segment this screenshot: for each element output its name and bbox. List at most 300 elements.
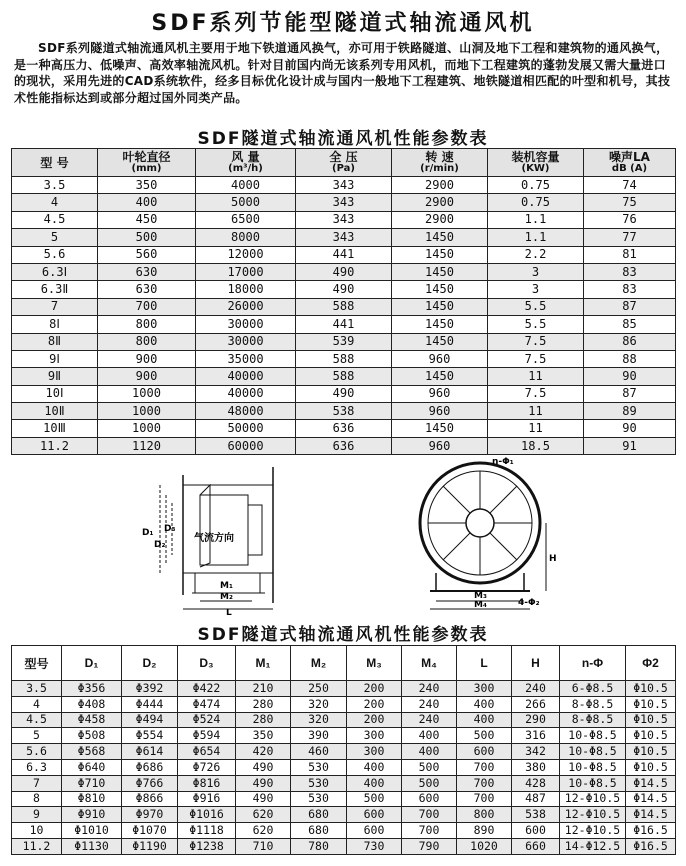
dim-table-cell: 210 [236, 681, 291, 697]
dim-table-cell: 620 [236, 823, 291, 839]
perf-table-cell: 18000 [196, 281, 296, 298]
dim-table-cell: 10 [12, 823, 62, 839]
perf-table-cell: 0.75 [488, 177, 584, 194]
dim-table-cell: 200 [347, 712, 402, 728]
fan-front-view-drawing [400, 455, 560, 615]
perf-table-row [12, 246, 676, 263]
perf-table-cell: 960 [392, 385, 488, 402]
perf-table-cell: 3 [488, 263, 584, 280]
dim-table-cell: 890 [457, 823, 512, 839]
perf-table-cell: 8Ⅰ [12, 316, 98, 333]
dim-table-cell: 490 [236, 775, 291, 791]
dimension-table [11, 645, 676, 855]
dim-table-cell: 400 [457, 712, 512, 728]
perf-table-cell: 6.3Ⅰ [12, 263, 98, 280]
dim-table-cell: Φ10.5 [626, 696, 676, 712]
dim-table-cell: 400 [457, 696, 512, 712]
perf-table-cell: 343 [296, 177, 392, 194]
dim-table-cell: 600 [347, 807, 402, 823]
dim-table-cell: Φ810 [62, 791, 122, 807]
perf-header-cell [98, 149, 196, 177]
dim-table-cell: 420 [236, 744, 291, 760]
perf-table-cell: 11 [488, 368, 584, 385]
perf-table-cell: 12000 [196, 246, 296, 263]
dim-table-cell: Φ910 [62, 807, 122, 823]
perf-header-cell [392, 149, 488, 177]
perf-table-cell: 400 [98, 194, 196, 211]
perf-table-cell: 636 [296, 437, 392, 454]
dim-table-cell: 530 [291, 775, 347, 791]
perf-table-cell: 6500 [196, 211, 296, 228]
perf-table-cell: 5.5 [488, 316, 584, 333]
perf-table-cell: 700 [98, 298, 196, 315]
dim-table-cell: 6-Φ8.5 [560, 681, 626, 697]
perf-table-cell: 539 [296, 333, 392, 350]
perf-table-cell: 90 [584, 420, 676, 437]
dim-table-cell: 320 [291, 712, 347, 728]
perf-table-cell: 2900 [392, 211, 488, 228]
dim-table-cell: 400 [402, 728, 457, 744]
dim-table-cell: Φ10.5 [626, 712, 676, 728]
perf-header-cell [584, 149, 676, 177]
dim-table-cell: 7 [12, 775, 62, 791]
dim-table-cell: Φ14.5 [626, 775, 676, 791]
dim-table-cell: 300 [347, 728, 402, 744]
perf-table-cell: 4000 [196, 177, 296, 194]
dim-table-cell: Φ10.5 [626, 728, 676, 744]
perf-table-row [12, 316, 676, 333]
page-title: SDF系列节能型隧道式轴流通风机 [151, 11, 535, 36]
perf-table-cell: 9Ⅱ [12, 368, 98, 385]
dim-table-cell: Φ474 [178, 696, 236, 712]
front-label-m3: M₃ [474, 591, 487, 601]
fan-side-view-drawing [140, 455, 320, 615]
dim-table-cell: Φ1010 [62, 823, 122, 839]
dim-table-row [12, 791, 676, 807]
dim-header-cell: D₃ [178, 646, 236, 681]
dim-table-cell: 500 [402, 759, 457, 775]
side-label-d2: D₂ [154, 540, 166, 550]
dim-table-cell: Φ568 [62, 744, 122, 760]
perf-table-cell: 40000 [196, 368, 296, 385]
perf-table-cell: 40000 [196, 385, 296, 402]
perf-table-cell: 85 [584, 316, 676, 333]
perf-table-cell: 89 [584, 403, 676, 420]
dim-table-cell: Φ444 [122, 696, 178, 712]
perf-table-cell: 5 [12, 229, 98, 246]
dim-table-cell: 710 [236, 838, 291, 854]
dim-table-cell: 780 [291, 838, 347, 854]
perf-table-cell: 6.3Ⅱ [12, 281, 98, 298]
perf-table-cell: 441 [296, 246, 392, 263]
dim-table-cell: 620 [236, 807, 291, 823]
front-label-n-phi1: n-Φ₁ [492, 457, 514, 467]
perf-table-cell: 7.5 [488, 385, 584, 402]
dim-table-cell: 487 [512, 791, 560, 807]
dim-table-cell: Φ508 [62, 728, 122, 744]
dim-table-cell: 300 [347, 744, 402, 760]
perf-header-text: (mm) [131, 162, 162, 174]
dim-table-cell: 380 [512, 759, 560, 775]
perf-table-cell: 1.1 [488, 211, 584, 228]
dim-table-cell: 800 [457, 807, 512, 823]
perf-header-text: (r/min) [420, 162, 459, 174]
perf-table-cell: 343 [296, 194, 392, 211]
perf-table-cell: 636 [296, 420, 392, 437]
perf-table-cell: 490 [296, 281, 392, 298]
perf-table-cell: 75 [584, 194, 676, 211]
dim-table-cell: 790 [402, 838, 457, 854]
dim-table-cell: 10-Φ8.5 [560, 759, 626, 775]
dim-table-cell: Φ594 [178, 728, 236, 744]
dim-table-cell: 200 [347, 696, 402, 712]
perf-table-cell: 1000 [98, 403, 196, 420]
dim-table-cell: Φ1118 [178, 823, 236, 839]
dim-table-cell: 12-Φ10.5 [560, 823, 626, 839]
dim-table-cell: 400 [347, 775, 402, 791]
dim-table-cell: 5 [12, 728, 62, 744]
dim-table-cell: Φ524 [178, 712, 236, 728]
dim-table-cell: Φ866 [122, 791, 178, 807]
perf-table-cell: 90 [584, 368, 676, 385]
dim-table-cell: 280 [236, 712, 291, 728]
dim-header-cell: M₄ [402, 646, 457, 681]
dim-table-row [12, 712, 676, 728]
dim-table-row [12, 823, 676, 839]
dim-table-cell: 500 [347, 791, 402, 807]
perf-table-cell: 48000 [196, 403, 296, 420]
perf-table-cell: 87 [584, 385, 676, 402]
perf-table-row [12, 229, 676, 246]
perf-table-cell: 343 [296, 229, 392, 246]
dim-table-cell: Φ1190 [122, 838, 178, 854]
dim-table-cell: Φ14.5 [626, 807, 676, 823]
dim-table-cell: 700 [457, 759, 512, 775]
perf-table-cell: 11 [488, 403, 584, 420]
dim-table-cell: 5.6 [12, 744, 62, 760]
dim-table-cell: 400 [347, 759, 402, 775]
perf-table-cell: 1450 [392, 316, 488, 333]
perf-table-cell: 3 [488, 281, 584, 298]
dim-table-cell: Φ710 [62, 775, 122, 791]
dim-table-cell: 3.5 [12, 681, 62, 697]
dim-table-cell: 700 [457, 791, 512, 807]
side-label-d3: D₃ [164, 524, 176, 534]
perf-table-cell: 76 [584, 211, 676, 228]
dim-table-cell: 9 [12, 807, 62, 823]
dim-header-cell: D₁ [62, 646, 122, 681]
perf-table-cell: 588 [296, 350, 392, 367]
perf-table-cell: 1.1 [488, 229, 584, 246]
perf-table-cell: 7.5 [488, 333, 584, 350]
perf-table-cell: 900 [98, 350, 196, 367]
perf-table-cell: 83 [584, 263, 676, 280]
dim-table-cell: Φ766 [122, 775, 178, 791]
dim-table-cell: 460 [291, 744, 347, 760]
perf-header-text: 装机容量 [511, 149, 560, 164]
perf-header-cell [196, 149, 296, 177]
dim-table-cell: 660 [512, 838, 560, 854]
dim-table-cell: Φ970 [122, 807, 178, 823]
dim-table-cell: Φ10.5 [626, 744, 676, 760]
dim-header-cell: M₁ [236, 646, 291, 681]
perf-table-row [12, 298, 676, 315]
dim-table-cell: Φ16.5 [626, 838, 676, 854]
perf-table-cell: 588 [296, 298, 392, 315]
perf-table-cell: 11.2 [12, 437, 98, 454]
dim-table-cell: 680 [291, 807, 347, 823]
dim-table-cell: 240 [402, 712, 457, 728]
perf-table-cell: 1450 [392, 298, 488, 315]
dim-table-cell: 700 [402, 823, 457, 839]
side-label-l: L [226, 608, 232, 615]
perf-table-cell: 490 [296, 385, 392, 402]
perf-table-cell: 960 [392, 403, 488, 420]
perf-table-cell: 4.5 [12, 211, 98, 228]
dim-table-cell: Φ16.5 [626, 823, 676, 839]
dim-table-row [12, 838, 676, 854]
perf-table-cell: 83 [584, 281, 676, 298]
dim-table-title: SDF隧道式轴流通风机性能参数表 [197, 625, 489, 645]
perf-table-cell: 2900 [392, 194, 488, 211]
perf-table-row [12, 194, 676, 211]
perf-table-cell: 0.75 [488, 194, 584, 211]
airflow-label: 气流方向 [194, 533, 234, 544]
dim-table-cell: 10-Φ8.5 [560, 728, 626, 744]
dim-table-row [12, 744, 676, 760]
perf-table-cell: 8000 [196, 229, 296, 246]
dim-table-cell: 8-Φ8.5 [560, 712, 626, 728]
perf-table-cell: 86 [584, 333, 676, 350]
perf-header-cell [296, 149, 392, 177]
dim-table-cell: 1020 [457, 838, 512, 854]
dim-table-cell: 240 [402, 696, 457, 712]
dim-table-cell: Φ356 [62, 681, 122, 697]
dim-header-cell: n-Φ [560, 646, 626, 681]
perf-table-cell: 1450 [392, 229, 488, 246]
dim-table-cell: 342 [512, 744, 560, 760]
dim-table-cell: 530 [291, 791, 347, 807]
dim-table-cell: 700 [457, 775, 512, 791]
dim-table-cell: 600 [457, 744, 512, 760]
dim-table-cell: Φ1070 [122, 823, 178, 839]
perf-header-text: 转 速 [425, 149, 454, 164]
perf-table-row [12, 177, 676, 194]
dim-table-cell: 538 [512, 807, 560, 823]
dim-table-cell: 490 [236, 791, 291, 807]
perf-table-cell: 630 [98, 281, 196, 298]
perf-table-cell: 500 [98, 229, 196, 246]
dim-table-row [12, 759, 676, 775]
front-label-h: H [549, 554, 557, 564]
dim-header-cell: H [512, 646, 560, 681]
dim-table-cell: 250 [291, 681, 347, 697]
perf-table-cell: 1450 [392, 420, 488, 437]
perf-table-cell: 88 [584, 350, 676, 367]
perf-table-cell: 77 [584, 229, 676, 246]
dim-table-cell: Φ554 [122, 728, 178, 744]
perf-header-text: (Pa) [332, 162, 355, 174]
perf-table-cell: 441 [296, 316, 392, 333]
perf-table-cell: 2.2 [488, 246, 584, 263]
dim-table-cell: 300 [457, 681, 512, 697]
dim-table-cell: 11.2 [12, 838, 62, 854]
perf-header-text: 型 号 [40, 155, 69, 170]
perf-table-row [12, 403, 676, 420]
dim-table-cell: 400 [402, 744, 457, 760]
perf-table-cell: 1450 [392, 333, 488, 350]
dim-table-cell: Φ1130 [62, 838, 122, 854]
dim-header-cell: M₂ [291, 646, 347, 681]
dim-table-cell: 600 [512, 823, 560, 839]
perf-table-cell: 7 [12, 298, 98, 315]
side-label-m2: M₂ [220, 592, 233, 602]
dim-table-cell: 500 [457, 728, 512, 744]
dim-table-cell: Φ1016 [178, 807, 236, 823]
perf-table-cell: 18.5 [488, 437, 584, 454]
dim-table-cell: 290 [512, 712, 560, 728]
perf-table-row [12, 281, 676, 298]
perf-table-cell: 1000 [98, 420, 196, 437]
dim-table-cell: Φ816 [178, 775, 236, 791]
perf-table-cell: 4 [12, 194, 98, 211]
perf-table-cell: 17000 [196, 263, 296, 280]
dim-table-cell: 240 [512, 681, 560, 697]
perf-table-cell: 960 [392, 350, 488, 367]
dim-table-cell: 350 [236, 728, 291, 744]
dim-table-cell: 600 [347, 823, 402, 839]
dim-table-row [12, 696, 676, 712]
dim-table-cell: 14-Φ12.5 [560, 838, 626, 854]
dim-table-cell: 6.3 [12, 759, 62, 775]
perf-table-cell: 538 [296, 403, 392, 420]
perf-table-row [12, 333, 676, 350]
dim-table-cell: 12-Φ10.5 [560, 791, 626, 807]
perf-table-row [12, 350, 676, 367]
dim-table-cell: Φ726 [178, 759, 236, 775]
perf-table-cell: 450 [98, 211, 196, 228]
perf-table-cell: 1450 [392, 263, 488, 280]
dim-table-cell: Φ916 [178, 791, 236, 807]
dim-header-cell: 型号 [12, 646, 62, 681]
perf-table-cell: 1450 [392, 281, 488, 298]
perf-table-cell: 60000 [196, 437, 296, 454]
dim-table-cell: 10-Φ8.5 [560, 744, 626, 760]
dim-table-cell: 500 [402, 775, 457, 791]
perf-table-cell: 50000 [196, 420, 296, 437]
perf-table-cell: 10Ⅱ [12, 403, 98, 420]
dim-table-cell: Φ10.5 [626, 759, 676, 775]
front-label-m4: M₄ [474, 600, 487, 610]
dim-table-row [12, 775, 676, 791]
perf-table-cell: 7.5 [488, 350, 584, 367]
dim-table-cell: 600 [402, 791, 457, 807]
perf-table-row [12, 385, 676, 402]
perf-table-row [12, 420, 676, 437]
dim-table-cell: Φ686 [122, 759, 178, 775]
perf-table-cell: 588 [296, 368, 392, 385]
dim-table-cell: 530 [291, 759, 347, 775]
perf-header-text: dB (A) [611, 162, 648, 174]
perf-table-cell: 5.6 [12, 246, 98, 263]
perf-table-cell: 5000 [196, 194, 296, 211]
performance-table [11, 148, 676, 455]
perf-table-cell: 560 [98, 246, 196, 263]
dim-table-cell: 428 [512, 775, 560, 791]
perf-table-cell: 30000 [196, 316, 296, 333]
perf-header-text: 噪声LA [609, 149, 650, 164]
dim-table-cell: 700 [402, 807, 457, 823]
intro-paragraph: SDF系列隧道式轴流通风机主要用于地下铁道通风换气，亦可用于铁路隧道、山洞及地下工程和建筑物的通风换气，是一种高压力、低噪声、高效率轴流风机。针对目前国内尚无该系列专用风机，而地下工程建筑的蓬勃发展又需大量进口的现状，采用先进的CAD系统软件，经多目标优化设计成与国内一般地下工程建筑、地铁隧道相匹配的叶型和机号，其技术性能指标达到或部分超过国外同类产品。 [14, 41, 671, 105]
perf-table-cell: 1000 [98, 385, 196, 402]
dim-table-cell: Φ10.5 [626, 681, 676, 697]
perf-header-text: (m³/h) [228, 162, 263, 174]
perf-table-row [12, 211, 676, 228]
front-label-4-phi2: 4-Φ₂ [518, 598, 540, 608]
dim-header-cell: M₃ [347, 646, 402, 681]
perf-header-text: 风 量 [231, 149, 260, 164]
dim-table-cell: 680 [291, 823, 347, 839]
perf-table-cell: 8Ⅱ [12, 333, 98, 350]
dim-header-cell: Φ2 [626, 646, 676, 681]
perf-table-cell: 74 [584, 177, 676, 194]
dim-table-row [12, 807, 676, 823]
perf-table-cell: 30000 [196, 333, 296, 350]
perf-table-cell: 9Ⅰ [12, 350, 98, 367]
perf-table-cell: 10Ⅰ [12, 385, 98, 402]
dim-table-cell: 4 [12, 696, 62, 712]
dim-table-cell: Φ408 [62, 696, 122, 712]
dim-table-cell: Φ640 [62, 759, 122, 775]
perf-table-row [12, 368, 676, 385]
dim-table-cell: 280 [236, 696, 291, 712]
perf-table-row [12, 263, 676, 280]
dim-table-cell: Φ14.5 [626, 791, 676, 807]
dim-table-cell: 10-Φ8.5 [560, 775, 626, 791]
dim-table-row [12, 681, 676, 697]
perf-table-cell: 900 [98, 368, 196, 385]
perf-table-cell: 10Ⅲ [12, 420, 98, 437]
dim-table-cell: 490 [236, 759, 291, 775]
dim-table-cell: 240 [402, 681, 457, 697]
dim-table-row [12, 728, 676, 744]
perf-table-cell: 91 [584, 437, 676, 454]
perf-table-cell: 11 [488, 420, 584, 437]
dim-table-cell: 390 [291, 728, 347, 744]
dim-table-cell: 200 [347, 681, 402, 697]
perf-table-cell: 960 [392, 437, 488, 454]
perf-table-cell: 81 [584, 246, 676, 263]
perf-table-cell: 1450 [392, 246, 488, 263]
dim-table-cell: 12-Φ10.5 [560, 807, 626, 823]
dim-header-cell: D₂ [122, 646, 178, 681]
dim-table-cell: 4.5 [12, 712, 62, 728]
perf-table-cell: 630 [98, 263, 196, 280]
perf-table-cell: 343 [296, 211, 392, 228]
perf-table-title: SDF隧道式轴流通风机性能参数表 [197, 129, 489, 149]
perf-table-cell: 800 [98, 316, 196, 333]
dim-table-cell: Φ392 [122, 681, 178, 697]
perf-header-cell [12, 149, 98, 177]
dim-table-cell: 8 [12, 791, 62, 807]
perf-table-cell: 3.5 [12, 177, 98, 194]
dim-table-cell: 316 [512, 728, 560, 744]
perf-table-cell: 87 [584, 298, 676, 315]
perf-table-cell: 350 [98, 177, 196, 194]
perf-table-row [12, 437, 676, 454]
perf-header-text: (KW) [521, 162, 550, 174]
dim-table-cell: Φ654 [178, 744, 236, 760]
